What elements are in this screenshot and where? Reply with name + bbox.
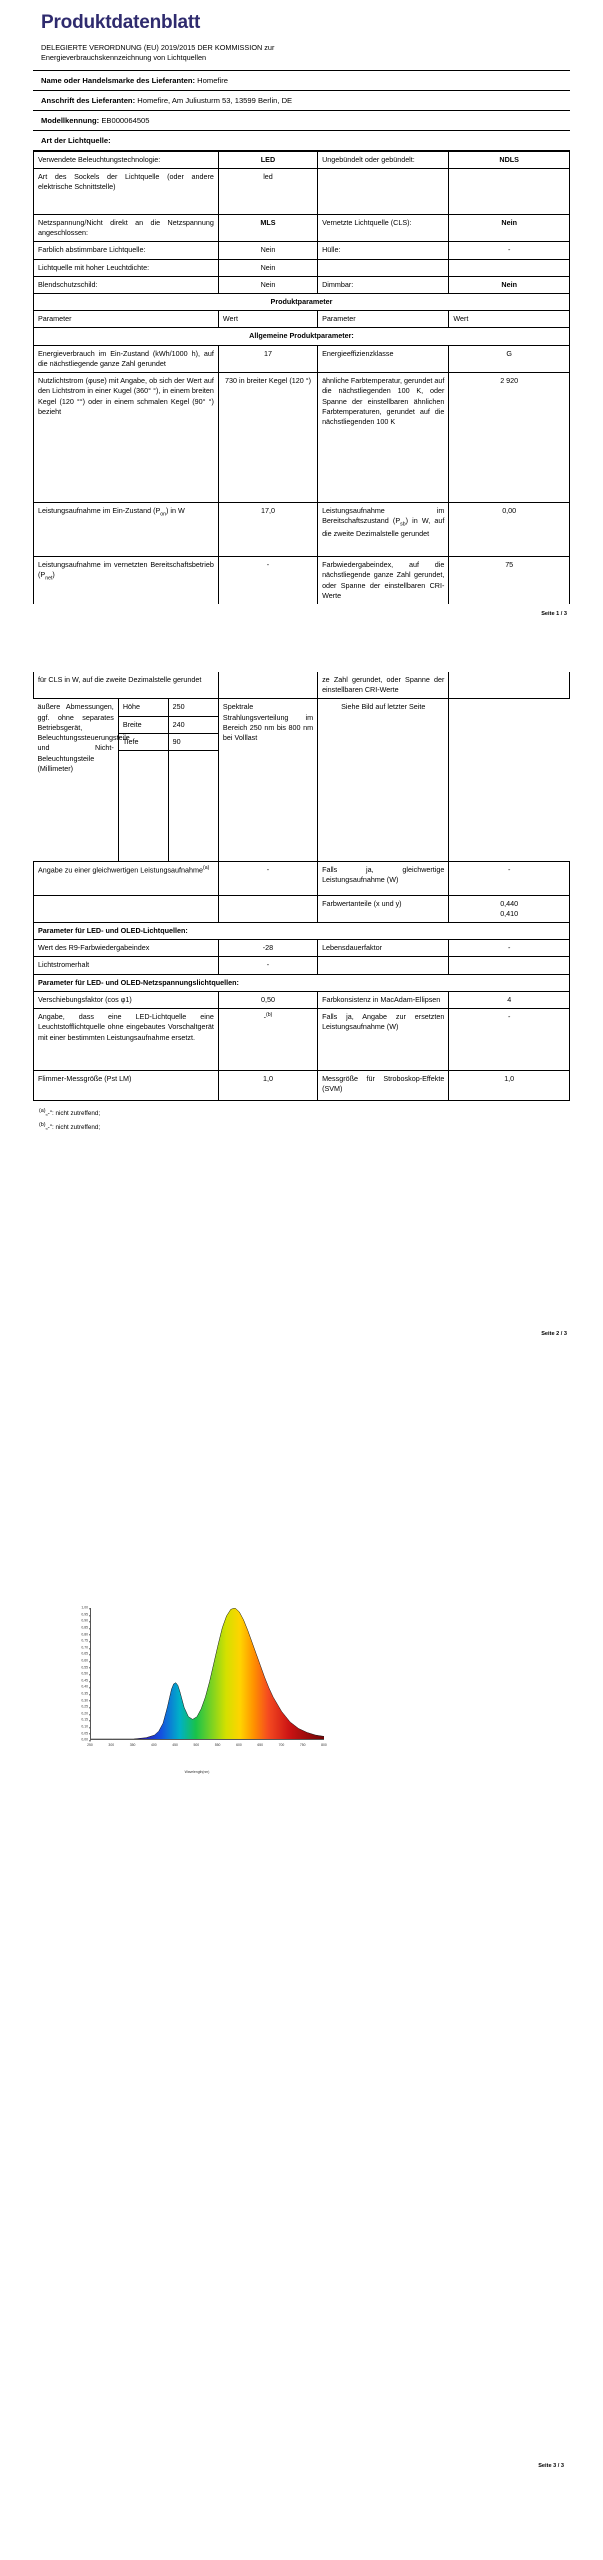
footnote-marker-b: (b) bbox=[39, 1122, 46, 1129]
cell-param bbox=[318, 168, 449, 214]
cell-param: Lebensdauerfaktor bbox=[318, 940, 449, 957]
cell-param: Energieeffizienzklasse bbox=[318, 345, 449, 372]
section-led-oled-mains: Parameter für LED- und OLED-Netzspannungslichtquellen: bbox=[34, 974, 570, 991]
section-heading-row bbox=[34, 294, 570, 311]
cell-param: Blendschutzschild: bbox=[34, 276, 219, 293]
cell-value: Nein bbox=[449, 276, 570, 293]
label-part: Angabe zu einer gleichwertigen Leistungsaufnahme bbox=[38, 864, 204, 874]
table-row bbox=[34, 373, 570, 503]
dimensions-cell bbox=[34, 699, 219, 861]
table-row bbox=[34, 957, 570, 974]
page-footer-3: Seite 3 / 3 bbox=[538, 2463, 564, 2470]
cell-param bbox=[34, 861, 219, 895]
chart-y-tick: 0,50 bbox=[62, 1673, 88, 1676]
cell-value: 75 bbox=[449, 557, 570, 604]
cell-param: Hülle: bbox=[318, 242, 449, 259]
page-title: Produktdatenblatt bbox=[41, 12, 201, 33]
chart-x-tick: 800 bbox=[321, 1743, 327, 1748]
chart-x-tick: 250 bbox=[87, 1743, 93, 1748]
page-footer-1: Seite 1 / 3 bbox=[541, 611, 567, 617]
dim-value: 240 bbox=[168, 716, 218, 733]
col-header-wert-2: Wert bbox=[449, 311, 570, 328]
chart-y-tick: 0,30 bbox=[62, 1699, 88, 1702]
col-header-wert-1: Wert bbox=[218, 311, 317, 328]
cell-value bbox=[449, 957, 570, 974]
cell-value: 2 920 bbox=[449, 373, 570, 503]
page-1 bbox=[0, 0, 603, 617]
page2-continuation-table bbox=[33, 672, 570, 1101]
chromaticity-x: 0,440 bbox=[500, 898, 519, 908]
table-row bbox=[34, 557, 570, 604]
section-heading-row bbox=[34, 328, 570, 345]
chart-y-tick: 0,55 bbox=[62, 1666, 88, 1669]
chart-x-tick: 450 bbox=[172, 1743, 178, 1748]
label-part: Leistungsaufnahme im vernetzten Bereitschaftsbetrieb (P bbox=[38, 560, 214, 580]
cell-value: - bbox=[449, 1009, 570, 1071]
label-part: ) in W bbox=[166, 506, 185, 516]
subscript: net bbox=[45, 575, 53, 582]
cell-param: ähnliche Farbtemperatur, gerundet auf die nächstliegenden 100 K, oder Spanne der einstellbaren ähnlichen Farbtemperaturen, gerundet auf die nächstliegenden 100 K bbox=[318, 373, 449, 503]
spectral-chart: 0,00 0,05 0,10 0,15 0,20 0,25 0,30 0,35 0,40 0,45 0,50 0,55 0,60 0,65 0,70 0,75 0,80 0,85 0,90 0,95 1,00 250 300 350 400 450 500 550 600 650 700 750 800 Wavelength(nm) bbox=[62, 1602, 332, 1762]
cell-param: Energieverbrauch im Ein-Zustand (kWh/1000 h), auf die nächstliegende ganze Zahl gerundet bbox=[34, 345, 219, 372]
chart-y-tick: 0,95 bbox=[62, 1613, 88, 1616]
chart-x-tick: 500 bbox=[193, 1743, 200, 1748]
table-row bbox=[34, 503, 570, 557]
table-row-dimensions bbox=[34, 699, 570, 861]
supplier-address-row bbox=[33, 90, 570, 110]
dim-value: 90 bbox=[168, 733, 218, 750]
cell-value bbox=[449, 259, 570, 276]
col-header-parameter-1: Parameter bbox=[34, 311, 219, 328]
table-row bbox=[34, 1009, 570, 1071]
cell-param: Vernetzte Lichtquelle (CLS): bbox=[318, 214, 449, 241]
cell-value: -28 bbox=[218, 940, 317, 957]
table-row bbox=[34, 345, 570, 372]
cell-value: - bbox=[218, 957, 317, 974]
chart-y-tick: 0,75 bbox=[62, 1640, 88, 1643]
page-break-1 bbox=[0, 617, 603, 672]
cell-value: Nein bbox=[218, 259, 317, 276]
label-part: Leistungsaufnahme im Ein-Zustand (P bbox=[38, 506, 161, 516]
table-row bbox=[34, 242, 570, 259]
spectral-distribution-curve bbox=[91, 1608, 324, 1739]
dim-name: Breite bbox=[118, 716, 168, 733]
chart-y-tick: 0,10 bbox=[62, 1725, 88, 1728]
cell-param: Falls ja, gleichwertige Leistungsaufnahme (W) bbox=[318, 861, 449, 895]
footnote-marker-a: (a) bbox=[39, 1108, 46, 1115]
chart-y-tick: 0,45 bbox=[62, 1679, 88, 1682]
page-break-2 bbox=[0, 1337, 603, 1487]
regulation-line-1: DELEGIERTE VERORDNUNG (EU) 2019/2015 DER KOMMISSION zur bbox=[41, 43, 275, 52]
cell-param: Verschiebungsfaktor (cos φ1) bbox=[34, 991, 219, 1008]
cell-param: Nutzlichtstrom (φuse) mit Angabe, ob sich der Wert auf den Lichtstrom in einer Kugel (360° °), in einem breiten Kegel (120 °°) oder in einem schmalen Kegel (90° °) bezieht bbox=[34, 373, 219, 503]
section-product-parameters: Produktparameter bbox=[34, 294, 570, 311]
dim-name: Tiefe bbox=[118, 733, 168, 750]
chart-x-tick: 300 bbox=[108, 1743, 115, 1748]
column-header-row bbox=[34, 311, 570, 328]
model-value: EB000064505 bbox=[101, 115, 150, 125]
dim-name: Höhe bbox=[118, 699, 168, 716]
table-row bbox=[34, 168, 570, 214]
table-row bbox=[34, 259, 570, 276]
cell-value: MLS bbox=[218, 214, 317, 241]
chart-y-tick: 0,85 bbox=[62, 1626, 88, 1629]
supplier-address-value: Homefire, Am Juliusturm 53, 13599 Berlin, DE bbox=[137, 95, 293, 105]
chart-y-tick: 0,00 bbox=[62, 1739, 88, 1742]
cell-param bbox=[318, 259, 449, 276]
table-row bbox=[34, 1071, 570, 1101]
cell-param: ze Zahl gerundet, oder Spanne der einstellbaren CRI-Werte bbox=[318, 672, 449, 699]
footnote-text-a: „-": nicht zutreffend; bbox=[45, 1110, 101, 1118]
cell-value: 730 in breiter Kegel (120 °) bbox=[218, 373, 317, 503]
cell-param: Spektrale Strahlungsverteilung im Bereich 250 nm bis 800 nm bei Volllast bbox=[218, 699, 317, 861]
cell-value: NDLS bbox=[449, 151, 570, 168]
dimensions-label: äußere Abmessungen, ggf. ohne separates Betriebsgerät, Beleuchtungssteuerungsteile und Nicht-Beleuchtungsteile (Millimeter) bbox=[34, 699, 119, 860]
cell-value: 0,50 bbox=[218, 991, 317, 1008]
cell-param: Messgröße für Stroboskop-Effekte (SVM) bbox=[318, 1071, 449, 1101]
cell-param: für CLS in W, auf die zweite Dezimalstelle gerundet bbox=[34, 672, 219, 699]
cell-param: Lichtstromerhalt bbox=[34, 957, 219, 974]
light-source-type-heading: Art der Lichtquelle: bbox=[33, 130, 570, 151]
spectral-chart-area bbox=[0, 1602, 603, 1932]
cell-value bbox=[218, 1009, 317, 1071]
cell-param bbox=[318, 957, 449, 974]
chromaticity-y: 0,410 bbox=[500, 908, 519, 918]
chart-y-tick: 0,05 bbox=[62, 1732, 88, 1735]
cell-param: Farblich abstimmbare Lichtquelle: bbox=[34, 242, 219, 259]
page-footer-2: Seite 2 / 3 bbox=[541, 1331, 567, 1338]
cell-param: Ungebündelt oder gebündelt: bbox=[318, 151, 449, 168]
cell-param: Art des Sockels der Lichtquelle (oder andere elektrische Schnittstelle) bbox=[34, 168, 219, 214]
page2-whitespace bbox=[33, 1134, 570, 1324]
cell-value: 4 bbox=[449, 991, 570, 1008]
label-part: Leistungsaufnahme im Bereitschaftszustand (P bbox=[322, 506, 445, 526]
cell-value: Nein bbox=[449, 214, 570, 241]
footnote-marker: (a) bbox=[203, 864, 210, 871]
light-source-table bbox=[33, 151, 570, 604]
table-row bbox=[34, 214, 570, 241]
cell-value: led bbox=[218, 168, 317, 214]
cell-param: Falls ja, Angabe zur ersetzten Leistungsaufnahme (W) bbox=[318, 1009, 449, 1071]
cell-value bbox=[449, 672, 570, 699]
cell-param: Netzspannung/Nicht direkt an die Netzspannung angeschlossen: bbox=[34, 214, 219, 241]
label-part: ) in W, auf die zweite Dezimalstelle gerundet bbox=[322, 516, 445, 539]
footnotes bbox=[33, 1101, 570, 1134]
cell-param: Flimmer-Messgröße (Pst LM) bbox=[34, 1071, 219, 1101]
cell-param bbox=[34, 557, 219, 604]
cell-value: - bbox=[218, 861, 317, 895]
chart-y-tick: 0,80 bbox=[62, 1633, 88, 1636]
table-row bbox=[34, 991, 570, 1008]
subscript: sb bbox=[400, 521, 406, 528]
cell-value: Nein bbox=[218, 242, 317, 259]
section-general-parameters: Allgemeine Produktparameter: bbox=[34, 328, 570, 345]
cell-param bbox=[34, 503, 219, 557]
dim-spacer bbox=[168, 751, 218, 861]
footnote-marker: (b) bbox=[266, 1012, 273, 1019]
cell-value: - bbox=[218, 557, 317, 604]
cell-param: Angabe, dass eine LED-Lichtquelle eine Leuchtstofflichtquelle ohne eingebautes Vorschaltgerät mit einer bestimmten Leistungsaufnahme ersetzt. bbox=[34, 1009, 219, 1071]
footnote-text-b: „-": nicht zutreffend; bbox=[45, 1124, 101, 1132]
dim-value: 250 bbox=[168, 699, 218, 716]
chart-y-tick: 0,25 bbox=[62, 1706, 88, 1709]
cell-value: - bbox=[449, 940, 570, 957]
table-row bbox=[34, 151, 570, 168]
cell-param: Farbwertanteile (x und y) bbox=[318, 895, 449, 922]
supplier-name-label: Name oder Handelsmarke des Lieferanten: bbox=[41, 75, 196, 85]
footnote-b bbox=[39, 1120, 570, 1134]
chart-x-tick: 400 bbox=[150, 1743, 157, 1748]
cell-value: Nein bbox=[218, 276, 317, 293]
cell-value: 1,0 bbox=[218, 1071, 317, 1101]
chart-plot-area bbox=[90, 1608, 324, 1740]
cell-value: Siehe Bild auf letzter Seite bbox=[318, 699, 449, 861]
page-3 bbox=[0, 1487, 603, 2487]
chart-y-tick: 0,65 bbox=[62, 1653, 88, 1656]
chart-x-tick: 750 bbox=[299, 1743, 306, 1748]
footnote-a bbox=[39, 1106, 570, 1120]
table-row bbox=[34, 861, 570, 895]
cell-param bbox=[34, 895, 219, 922]
cell-value bbox=[449, 895, 570, 922]
chart-x-tick: 550 bbox=[214, 1743, 221, 1748]
cell-value: LED bbox=[218, 151, 317, 168]
chart-y-tick: 0,40 bbox=[62, 1686, 88, 1689]
cell-value: - bbox=[449, 861, 570, 895]
chart-y-tick: 0,60 bbox=[62, 1659, 88, 1662]
chart-x-tick: 700 bbox=[278, 1743, 285, 1748]
cell-param: Farbwiedergabeindex, auf die nächstliegende ganze Zahl gerundet, oder Spanne der einstellbaren CRI-Werte bbox=[318, 557, 449, 604]
cell-value bbox=[449, 168, 570, 214]
table-row bbox=[34, 672, 570, 699]
model-row bbox=[33, 110, 570, 130]
cell-value: 1,0 bbox=[449, 1071, 570, 1101]
supplier-name-row bbox=[33, 70, 570, 90]
regulation-line-2: Energieverbrauchskennzeichnung von Lichtquellen bbox=[41, 53, 207, 63]
cell-param: Wert des R9-Farbwiedergabeindex bbox=[34, 940, 219, 957]
cell-value bbox=[218, 895, 317, 922]
subscript: on bbox=[160, 511, 167, 518]
cell-value: G bbox=[449, 345, 570, 372]
label-part: ) bbox=[52, 570, 55, 580]
section-heading-row bbox=[34, 923, 570, 940]
cell-param: Dimmbar: bbox=[318, 276, 449, 293]
cell-value: - bbox=[449, 242, 570, 259]
table-row bbox=[34, 895, 570, 922]
table-row bbox=[34, 276, 570, 293]
table-row bbox=[34, 940, 570, 957]
cell-value bbox=[218, 672, 317, 699]
cell-value: 17,0 bbox=[218, 503, 317, 557]
supplier-name-value: Homefire bbox=[197, 75, 228, 85]
dim-spacer bbox=[118, 751, 168, 861]
chart-y-tick: 0,20 bbox=[62, 1712, 88, 1715]
model-label: Modellkennung: bbox=[41, 115, 100, 125]
section-heading-row bbox=[34, 974, 570, 991]
chart-y-tick: 0,15 bbox=[62, 1719, 88, 1722]
cell-value: 17 bbox=[218, 345, 317, 372]
page-2 bbox=[0, 672, 603, 1337]
chart-y-tick: 0,90 bbox=[62, 1620, 88, 1623]
chart-x-tick: 650 bbox=[257, 1743, 264, 1748]
supplier-address-label: Anschrift des Lieferanten: bbox=[41, 95, 136, 105]
cell-param bbox=[318, 503, 449, 557]
chart-y-tick: 0,70 bbox=[62, 1646, 88, 1649]
chart-y-tick: 1,00 bbox=[62, 1607, 88, 1610]
chart-x-tick: 600 bbox=[236, 1743, 242, 1748]
regulation-reference bbox=[33, 43, 570, 70]
cell-param: Lichtquelle mit hoher Leuchtdichte: bbox=[34, 259, 219, 276]
chart-x-tick: 350 bbox=[129, 1743, 136, 1748]
col-header-parameter-2: Parameter bbox=[318, 311, 449, 328]
chart-y-tick: 0,35 bbox=[62, 1692, 88, 1695]
cell-param: Farbkonsistenz in MacAdam-Ellipsen bbox=[318, 991, 449, 1008]
cell-value: 0,00 bbox=[449, 503, 570, 557]
section-led-oled: Parameter für LED- und OLED-Lichtquellen: bbox=[34, 923, 570, 940]
value-part: - bbox=[263, 1012, 267, 1022]
cell-param: Verwendete Beleuchtungstechnologie: bbox=[34, 151, 219, 168]
